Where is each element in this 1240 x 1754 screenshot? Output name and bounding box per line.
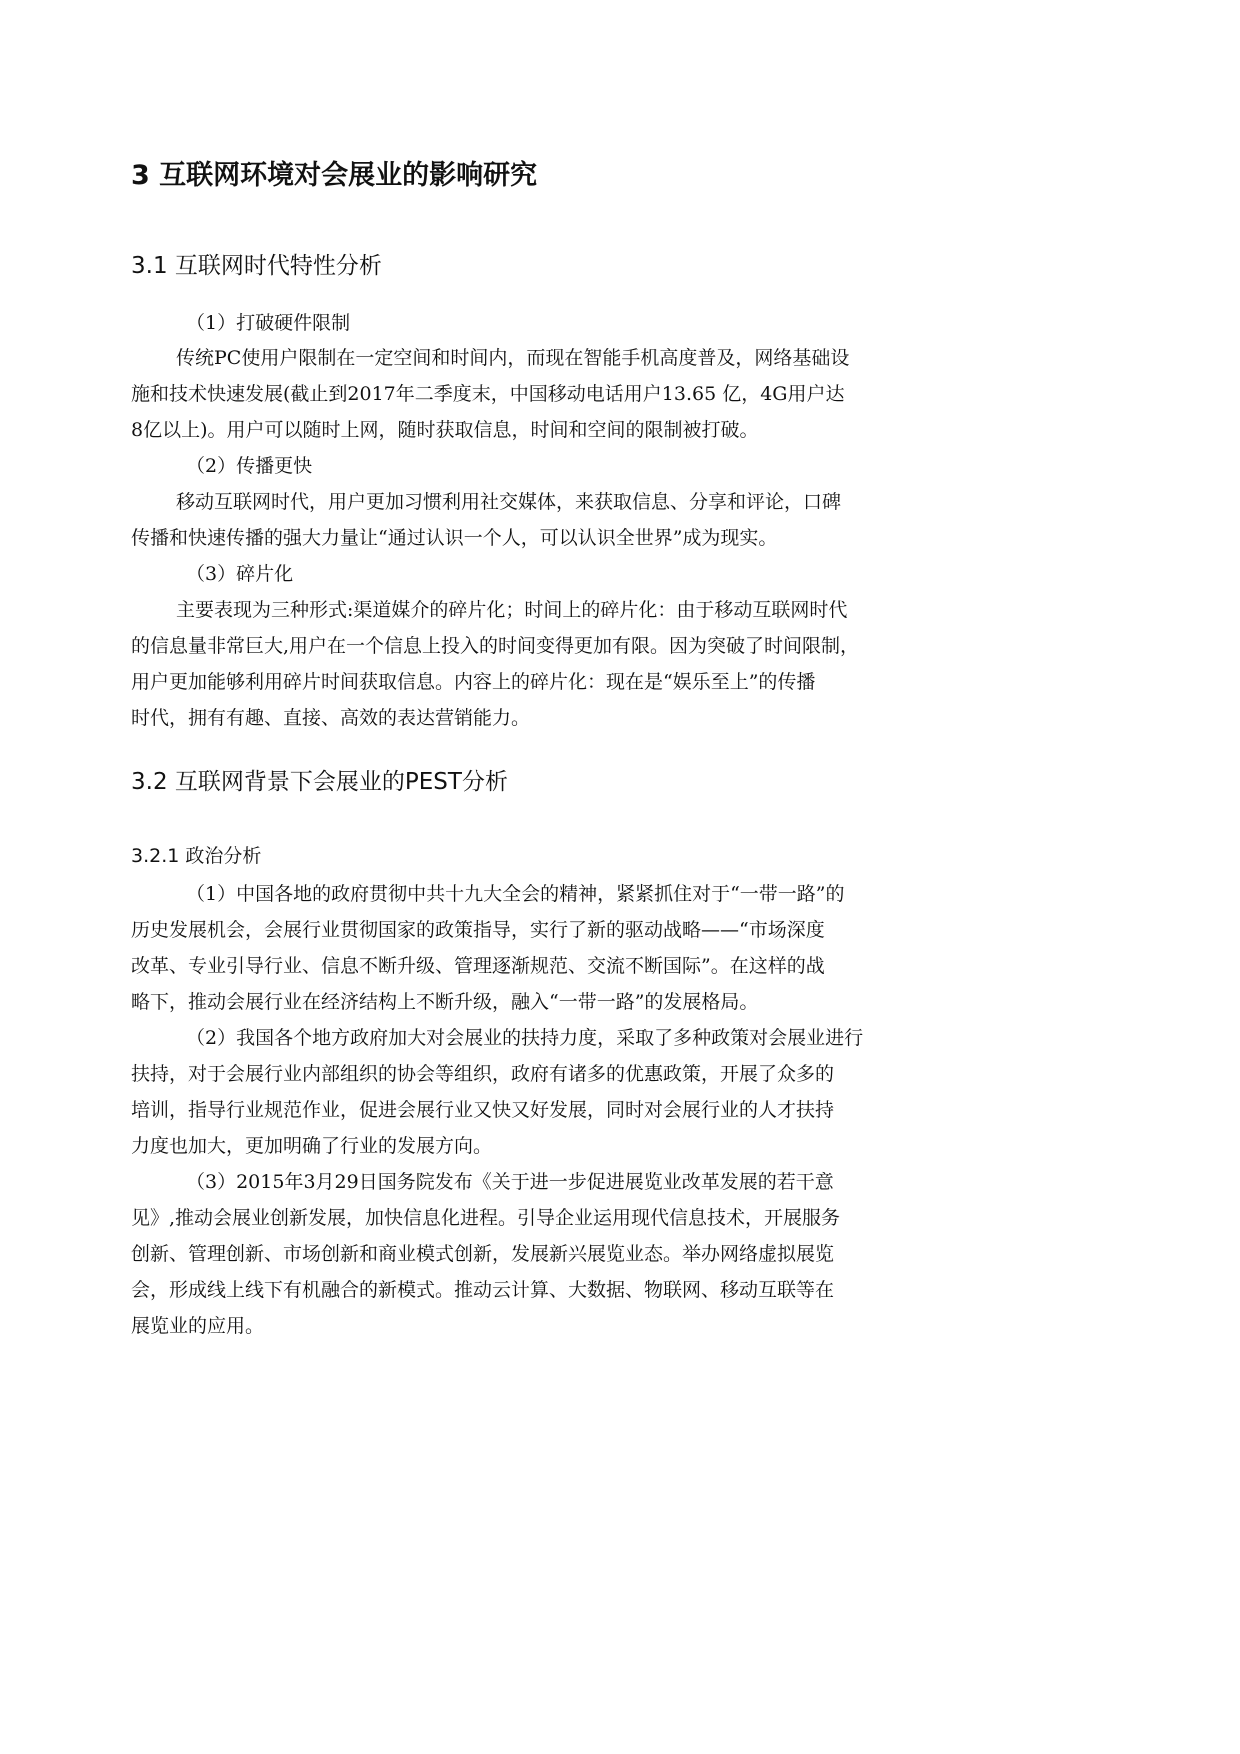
- paragraph-line: （2）我国各个地方政府加大对会展业的扶持力度，采取了多种政策对会展业进行: [186, 1027, 864, 1049]
- paragraph-line: 施和技术快速发展(截止到2017年二季度末，中国移动电话用户13.65 亿，4G用户达: [131, 383, 845, 405]
- paragraph-line: 8亿以上)。用户可以随时上网，随时获取信息，时间和空间的限制被打破。: [131, 419, 759, 441]
- paragraph-line: 创新、管理创新、市场创新和商业模式创新，发展新兴展览业态。举办网络虚拟展览: [131, 1243, 835, 1265]
- paragraph-line: 移动互联网时代，用户更加习惯利用社交媒体，来获取信息、分享和评论，口碑: [176, 491, 842, 513]
- item-label-faster-spread: （2）传播更快: [186, 455, 313, 477]
- subsection-heading-3-2-1: 3.2.1 政治分析: [131, 845, 262, 867]
- paragraph-line: 用户更加能够利用碎片时间获取信息。内容上的碎片化：现在是“娱乐至上”的传播: [131, 671, 816, 693]
- paragraph-line: 见》,推动会展业创新发展，加快信息化进程。引导企业运用现代信息技术，开展服务: [131, 1207, 841, 1229]
- paragraph-line: 培训，指导行业规范作业，促进会展行业又快又好发展，同时对会展行业的人才扶持: [131, 1099, 835, 1121]
- chapter-heading: 3 互联网环境对会展业的影响研究: [131, 160, 538, 191]
- paragraph-line: 略下，推动会展行业在经济结构上不断升级，融入“一带一路”的发展格局。: [131, 991, 759, 1013]
- paragraph-line: 会，形成线上线下有机融合的新模式。推动云计算、大数据、物联网、移动互联等在: [131, 1279, 835, 1301]
- paragraph-line: 展览业的应用。: [131, 1315, 265, 1337]
- paragraph-line: 传统PC使用户限制在一定空间和时间内，而现在智能手机高度普及，网络基础设: [176, 347, 850, 369]
- paragraph-line: 力度也加大，更加明确了行业的发展方向。: [131, 1135, 493, 1157]
- paragraph-line: 改革、专业引导行业、信息不断升级、管理逐渐规范、交流不断国际”。在这样的战: [131, 955, 825, 977]
- paragraph-line: 主要表现为三种形式:渠道媒介的碎片化；时间上的碎片化：由于移动互联网时代: [176, 599, 848, 621]
- paragraph-line: 的信息量非常巨大,用户在一个信息上投入的时间变得更加有限。因为突破了时间限制，: [131, 635, 860, 657]
- paragraph-line: （1）中国各地的政府贯彻中共十九大全会的精神，紧紧抓住对于“一带一路”的: [186, 883, 845, 905]
- section-heading-3-1: 3.1 互联网时代特性分析: [131, 253, 382, 279]
- paragraph-line: （3）2015年3月29日国务院发布《关于进一步促进展览业改革发展的若干意: [186, 1171, 834, 1193]
- paragraph-line: 历史发展机会，会展行业贯彻国家的政策指导，实行了新的驱动战略——“市场深度: [131, 919, 825, 941]
- paragraph-line: 传播和快速传播的强大力量让“通过认识一个人，可以认识全世界”成为现实。: [131, 527, 778, 549]
- paragraph-line: 扶持，对于会展行业内部组织的协会等组织，政府有诸多的优惠政策，开展了众多的: [131, 1063, 835, 1085]
- section-heading-3-2: 3.2 互联网背景下会展业的PEST分析: [131, 769, 508, 795]
- item-label-fragmentation: （3）碎片化: [186, 563, 294, 585]
- item-label-break-hardware-limits: （1）打破硬件限制: [186, 312, 351, 334]
- paragraph-line: 时代，拥有有趣、直接、高效的表达营销能力。: [131, 707, 531, 729]
